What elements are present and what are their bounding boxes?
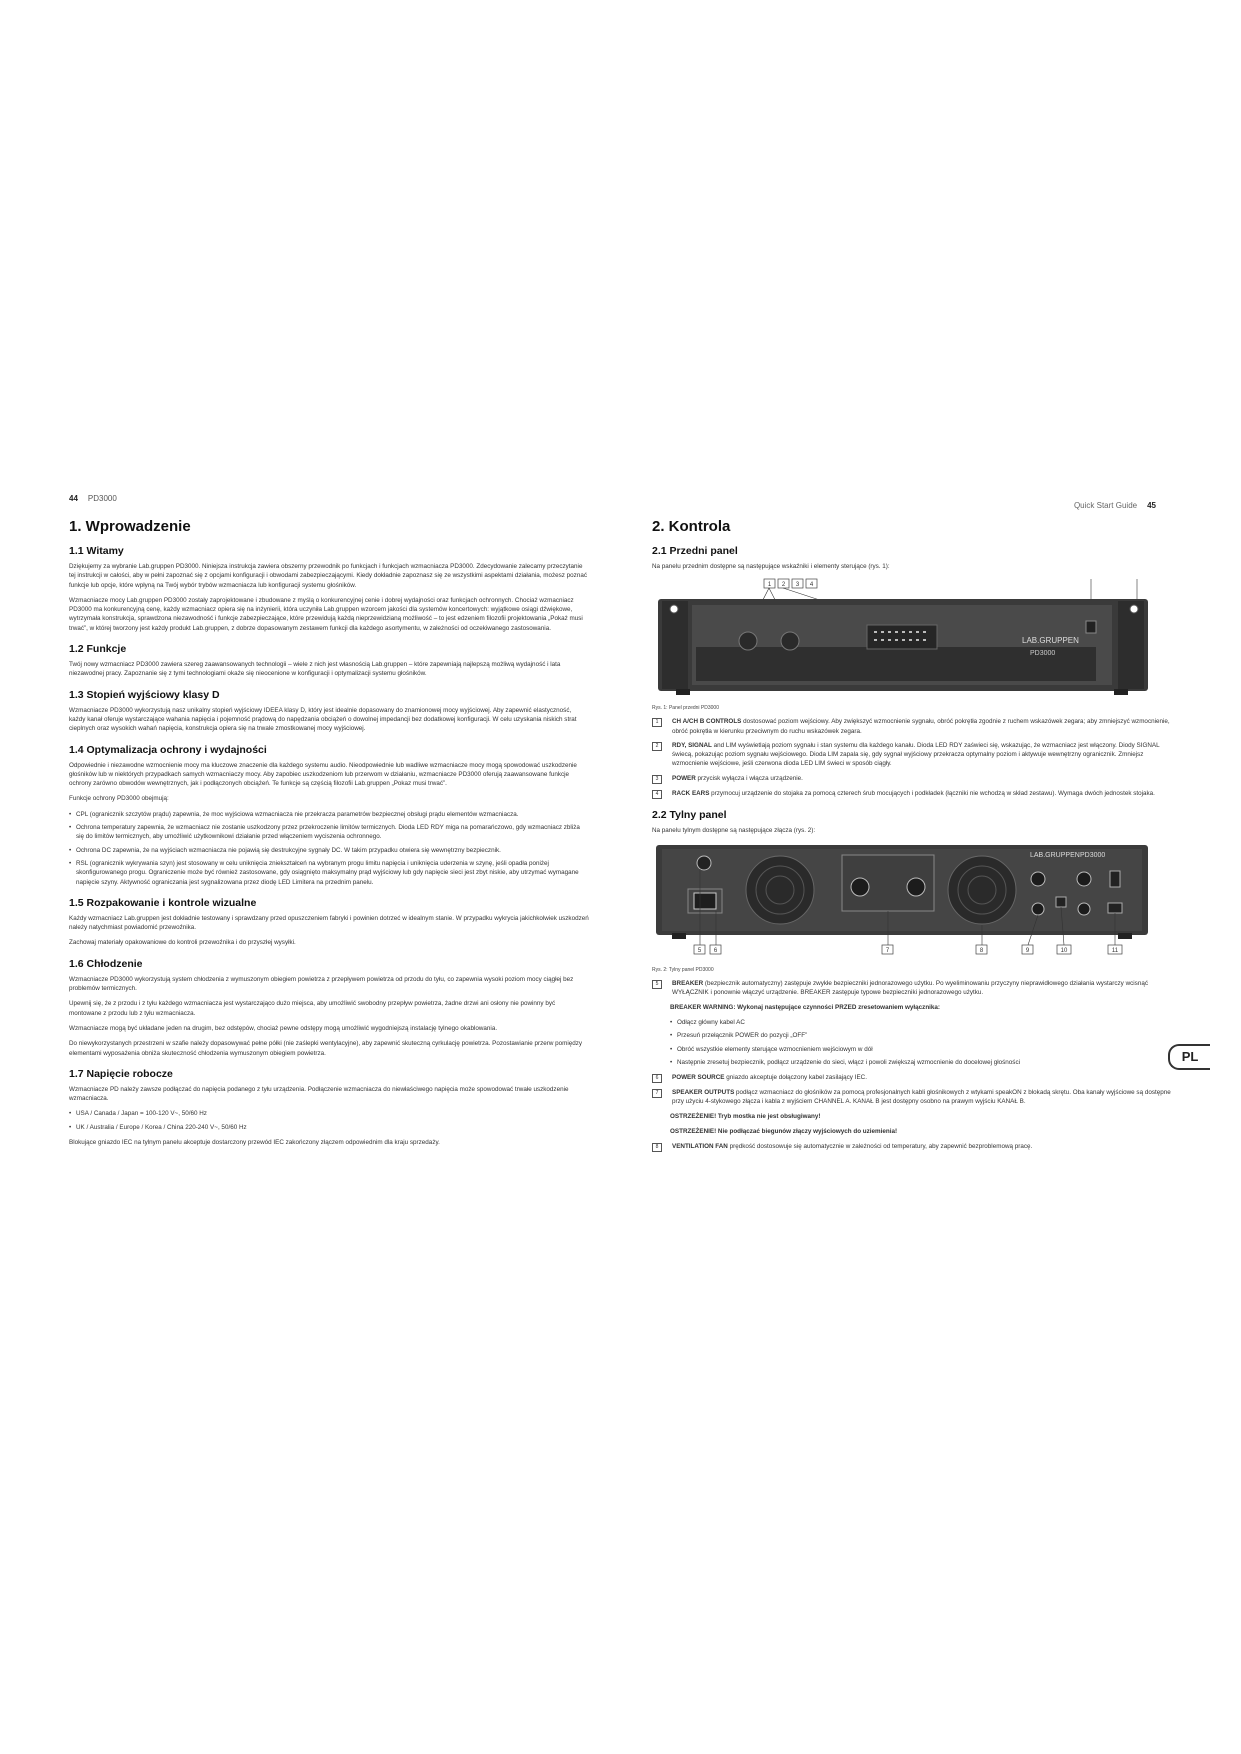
control-description <box>652 717 1172 736</box>
paragraph: Wzmacniacze mogą być układane jeden na drugim, bez odstępów, chociaż pewne odstępy mogą umożliwić wygodniejszą instalację tylnego okablowania. <box>69 1024 498 1032</box>
item-term: RDY, SIGNAL <box>672 741 712 749</box>
right-page <box>652 494 1172 1157</box>
item-term: RACK EARS <box>672 789 710 797</box>
subsection-title: 2.2 Tylny panel <box>652 808 727 821</box>
callout-label: 11 <box>1111 948 1119 955</box>
connector-description <box>652 979 1172 998</box>
section-title: 1. Wprowadzenie <box>69 518 191 535</box>
item-text: and LIM wyświetlają poziom sygnału i stan systemu dla każdego kanału. Dioda LED RDY zaświeci się, wskazując, że wzmacniacz jest włączony. Diody SIGNAL świecą, pokazując poziom sygnału wejściowego. Dioda LIM zapala się, gdy sygnał wyjściowy przekracza optymalny poziom i aktywuje wewnętrzny ogranicznik. Zmniejsz wzmocnienie wejściowe, jeśli czerwona dioda LED LIM świeci w sposób ciągły. <box>672 741 1160 768</box>
paragraph: Blokujące gniazdo IEC na tylnym panelu akceptuje dostarczony przewód IEC zakończony złączem odpowiednim dla kraju sprzedaży. <box>69 1138 440 1146</box>
callout-label: 5 <box>697 948 702 955</box>
paragraph: Upewnij się, że z przodu i z tyłu każdego wzmacniacza jest wystarczająco dużo miejsca, aby umożliwić swobodny przepływ powietrza, żadne drzwi ani osłony nie powinny być montowane z przodu lub z tyłu wzmacniacza. <box>69 1000 556 1017</box>
list-item: • Odłącz główny kabel AC <box>677 1018 1172 1027</box>
item-text: przycisk wyłącza i włącza urządzenie. <box>695 774 803 782</box>
item-text: gniazdo akceptuje dołączony kabel zasilający IEC. <box>724 1074 867 1082</box>
paragraph: Zachowaj materiały opakowaniowe do kontroli przewoźnika i do przyszłej wysyłki. <box>69 939 296 947</box>
paragraph: Wzmacniacze PD3000 wykorzystują system chłodzenia z wymuszonym obiegiem powietrza z przepływem powietrza od przodu do tyłu, co zapewnia wysoki poziom mocy ciągłej bez problemów termicznych. <box>69 975 574 993</box>
warning-text: OSTRZEŻENIE! Nie podłączać biegunów złączy wyjściowych do uziemienia! <box>670 1128 898 1136</box>
item-term: POWER <box>672 774 696 782</box>
callout-label: 7 <box>885 948 890 955</box>
model-label: PD3000 <box>87 494 117 503</box>
front-panel-figure <box>652 577 1172 711</box>
input-connector-a[interactable] <box>1031 872 1045 886</box>
list-item: • UK / Australia / Europe / Korea / China 220-240 V~, 50/60 Hz <box>76 1123 589 1132</box>
led-indicator-panel <box>867 625 937 649</box>
list-item: • Następnie zresetuj bezpiecznik, podłącz urządzenie do sieci, włącz i powoli zwiększaj wzmocnienie do docelowej głośności <box>677 1058 1172 1067</box>
list-item: • Obróć wszystkie elementy sterujące wzmocnieniem wejściowym w dół <box>677 1045 1172 1054</box>
power-button[interactable] <box>1086 621 1096 633</box>
item-term: SPEAKER OUTPUTS <box>672 1089 735 1097</box>
callout-label: 8 <box>979 948 984 955</box>
item-number: 4 <box>652 790 662 799</box>
item-text: podłącz wzmacniacz do głośników za pomocą profesjonalnych kabli głośnikowych z wtykami speakON z blokadą skrętu. Oba kanały wyjściowe są dostępne przy użyciu 4-stykowego złącza i kabla z wyjściem CHANNEL A. KANAŁ B jest dostępny osobno na prawym wyjściu KANAŁ B. <box>672 1089 1171 1106</box>
speaker-output-b[interactable] <box>907 878 925 896</box>
breaker-warning: BREAKER WARNING: Wykonaj następujące czynności PRZED zresetowaniem wyłącznika: <box>670 1003 941 1011</box>
figure-caption: Rys. 2: Tylny panel PD3000 <box>652 967 714 974</box>
paragraph: Twój nowy wzmacniacz PD3000 zawiera szereg zaawansowanych technologii – wiele z nich jest własnością Lab.gruppen – które zapewniają najlepszą możliwą wydajność i lata niezawodnej pracy. Zapoznanie się z tymi technologiami okaże się nieocenione w konfiguracji i optymalizacji systemu głośników. <box>69 661 561 678</box>
ch-a-knob[interactable] <box>739 632 757 650</box>
link-connector-a[interactable] <box>1032 903 1044 915</box>
item-term: VENTILATION FAN <box>672 1143 728 1151</box>
subsection-title: 1.4 Optymalizacja ochrony i wydajności <box>69 743 267 756</box>
paragraph: Na panelu przednim dostępne są następujące wskaźniki i elementy sterujące (rys. 1): <box>652 563 890 570</box>
connector-description <box>652 1142 1172 1152</box>
item-number: 6 <box>652 1074 662 1083</box>
page-number: 44 <box>69 494 78 503</box>
brand-label: LAB.GRUPPEN <box>1030 852 1080 860</box>
language-tab: PL <box>1168 1044 1210 1070</box>
speaker-output-a[interactable] <box>851 878 869 896</box>
control-description <box>652 789 1172 799</box>
breaker-steps <box>670 1018 1172 1067</box>
callout-label: 10 <box>1060 948 1068 955</box>
list-item: • Ochrona DC zapewnia, że na wyjściach wzmacniacza nie pojawią się destrukcyjne sygnały DC. W takim przypadku otwiera się wewnętrzny bezpiecznik. <box>76 846 589 855</box>
paragraph: Na panelu tylnym dostępne są następujące złącza (rys. 2): <box>652 826 816 834</box>
paragraph: Dziękujemy za wybranie Lab.gruppen PD3000. Niniejsza instrukcja zawiera obszerny przewodnik po funkcjach i funkcjach wzmacniacza PD3000. Zdecydowanie zalecamy przeczytanie tej instrukcji w całości, aby w pełni zapoznać się z opcjami konfiguracji i obwodami zabezpieczającymi. Kiedy dokładnie zapoznasz się ze wszystkimi aspektami działania, możesz poznać funkcje lub opcje, które wpłyną na Twój wybór trybów wzmacniacza lub konfiguracji systemu głośników. <box>69 563 587 589</box>
subsection-title: 1.5 Rozpakowanie i kontrole wizualne <box>69 896 257 909</box>
warning-text: OSTRZEŻENIE! Tryb mostka nie jest obsługiwany! <box>670 1112 821 1120</box>
control-description <box>652 774 1172 784</box>
paragraph: Do niewykorzystanych przestrzeni w szafie należy dopasowywać pełne półki (nie zaślepki wentylacyjne), aby zapewnić skuteczną cyrkulację powietrza. Pozostawianie przerw pomiędzy elementami wyposażenia obniża skuteczność chłodzenia wymuszonym obiegiem powietrza. <box>69 1040 583 1057</box>
item-number: 3 <box>652 775 662 784</box>
paragraph: Wzmacniacze mocy Lab.gruppen PD3000 zostały zaprojektowane i zbudowane z myślą o konkurencyjnej cenie i dobrej wydajności oraz funkcjach ochronnych. Chociaż wzmacniacz PD3000 ma konkurencyjną cenę, każdy wzmacniacz opiera się na inżynierii, która uczyniła Lab.gruppen wzorcem jakości dla systemów koncertowych: wyjątkowe osiągi dźwiękowe, wytrzymała konstrukcja, sprawdzona niezawodność i funkcje zabezpieczające, które przewidują każdą nieprzewidzianą możliwość – to jest edzeniem filozofii projektowania „Pokaż musi trwać”, w której tworzony jest każdy produkt Lab.gruppen, z dobrze dopasowanym zestawem funkcji dla każdego asortymentu, w zależności od oczekiwanego zastosowania. <box>69 596 583 632</box>
item-text: przymocuj urządzenie do stojaka za pomocą czterech śrub mocujących i podkładek (łączniki nie wchodzą w skład zestawu). Wymaga dwóch jednostek stojaka. <box>709 789 1155 797</box>
paragraph: Wzmacniacze PD3000 wykorzystują nasz unikalny stopień wyjściowy IDEEA klasy D, który jest idealnie dopasowany do znamionowej mocy wyjściowej. Aby zapewnić elastyczność, każdy kanał oferuje wystarczające wahania napięcia i pojemność prądową do napędzania obciążeń o dowolnej impedancji bez dodatkowej konfiguracji. W celu uzyskania niskich strat cieplnych oraz wysokich wahań napięcia, konstrukcja opiera się na trwale zmostkowanej mocy wyjściowej. <box>69 706 577 733</box>
brand-label: LAB.GRUPPEN <box>1022 636 1079 646</box>
callout-label: 6 <box>713 948 718 955</box>
guide-label: Quick Start Guide <box>1073 501 1138 510</box>
ground-lift-switch[interactable] <box>1108 903 1122 913</box>
figure-caption: Rys. 1: Panel przedni PD3000 <box>652 705 719 712</box>
breaker-warning-block <box>652 1003 1172 1067</box>
callout-label: 2 <box>781 582 786 589</box>
rear-panel-illustration <box>652 841 1152 959</box>
callout-label: 1 <box>767 582 772 589</box>
section-title: 2. Kontrola <box>652 518 731 535</box>
front-panel-illustration <box>652 577 1152 697</box>
ch-b-knob[interactable] <box>781 632 799 650</box>
breaker-switch[interactable] <box>697 856 711 870</box>
left-page <box>69 494 589 1153</box>
callout-label: 3 <box>795 582 800 589</box>
item-number: 1 <box>652 718 662 727</box>
rack-ear-hole <box>1130 605 1138 613</box>
list-item: • USA / Canada / Japan = 100-120 V~, 50/60 Hz <box>76 1109 589 1118</box>
list-item: • RSL (ogranicznik wykrywania szyn) jest stosowany w celu uniknięcia zniekształceń na wybranym progu limitu napięcia i uniknięcia uderzenia w szynę, jeśli opadła poniżej skonfigurowanego progu. Ograniczenie może być również zastosowane, gdy osiągnięto maksymalny prąd wyjściowy lub gdy napięcie sieci jest zbyt niskie, aby utrzymać wymagane napięcie szyny. Aktywność ograniczania jest sygnalizowana przez diodę LED Limitera na przednim panelu. <box>76 859 589 887</box>
paragraph: Wzmacniacze PD należy zawsze podłączać do napięcia podanego z tyłu urządzenia. Podłączenie wzmacniacza do niewłaściwego napięcia może spowodować trwałe uszkodzenie wzmacniacza. <box>69 1085 569 1103</box>
item-number: 5 <box>652 980 662 989</box>
mode-switch[interactable] <box>1056 897 1066 907</box>
model-label: PD3000 <box>1030 650 1056 658</box>
item-text: prędkość dostosowuje się automatycznie w zależności od temperatury, aby zapewnić bezproblemową pracę. <box>727 1143 1033 1151</box>
item-number: 8 <box>652 1143 662 1152</box>
subsection-title: 1.1 Witamy <box>69 545 124 557</box>
warnings-block <box>652 1112 1172 1137</box>
list-item: • CPL (ogranicznik szczytów prądu) zapewnia, że moc wyjściowa wzmacniacza nie przekracza parametrów bezpiecznej obsługi prądu elementów wzmacniacza. <box>76 810 589 819</box>
item-term: CH A/CH B CONTROLS <box>672 718 742 726</box>
left-folio <box>69 494 589 504</box>
sensitivity-switch[interactable] <box>1110 871 1120 887</box>
voltage-list <box>69 1109 589 1132</box>
item-number: 7 <box>652 1089 662 1098</box>
subsection-title: 1.2 Funkcje <box>69 643 127 656</box>
subsection-title: 1.7 Napięcie robocze <box>69 1067 173 1080</box>
list-item: • Ochrona temperatury zapewnia, że wzmacniacz nie zostanie uszkodzony przez przekroczenie limitów termicznych. Dioda LED RDY miga na pomarańczowo, gdy wzmacniacz zbliża się do limitów termicznych, aby umożliwić użytkownikowi działanie przed włączeniem wyciszenia ochronnego. <box>76 823 589 842</box>
control-description <box>652 741 1172 769</box>
paragraph: Odpowiednie i niezawodne wzmocnienie mocy ma kluczowe znaczenie dla każdego systemu audio. Nieodpowiednie lub wadliwe wzmacniacze mocy mogą spowodować uszkodzenie głośników lub w niektórych przypadkach samych wzmacniaczy mocy. Aby zapobiec uszkodzeniom lub przerwom w działaniu, wzmacniacze PD3000 oferują zaawansowane funkcje ochrony zarówno obwodów wewnętrznych, jak i podłączonych obciążeń. Te funkcje są częścią filozofii Lab.gruppen „Pokaz musi trwać”. <box>69 761 577 788</box>
item-term: BREAKER <box>672 980 704 988</box>
subsection-title: 1.3 Stopień wyjściowy klasy D <box>69 688 220 701</box>
list-item: • Przesuń przełącznik POWER do pozycji „OFF” <box>677 1031 1172 1040</box>
paragraph: Każdy wzmacniacz Lab.gruppen jest dokładnie testowany i sprawdzany przed opuszczeniem fabryki i powinien dotrzeć w idealnym stanie. W przypadku wykrycia jakichkolwiek uszkodzeń należy natychmiast powiadomić przewoźnika. <box>69 914 589 932</box>
connector-description <box>652 1088 1172 1107</box>
subsection-title: 1.6 Chłodzenie <box>69 957 143 970</box>
item-term: POWER SOURCE <box>672 1074 725 1082</box>
connector-description <box>652 1073 1172 1083</box>
item-number: 2 <box>652 742 662 751</box>
callout-label: 4 <box>809 582 814 589</box>
model-label: PD3000 <box>1080 852 1106 860</box>
link-connector-b[interactable] <box>1078 903 1090 915</box>
paragraph: Funkcje ochrony PD3000 obejmują: <box>69 795 169 803</box>
callout-group <box>694 945 1122 954</box>
item-text: dostosować poziom wejściowy. Aby zwiększyć wzmocnienie sygnału, obróć pokrętła zgodnie z ruchem wskazówek zegara; aby zmniejszyć wzmocnienie, obróć pokrętła w kierunku przeciwnym do ruchu wskazówek zegara. <box>672 718 1170 735</box>
subsection-title: 2.1 Przedni panel <box>652 545 738 557</box>
protection-list <box>69 810 589 887</box>
iec-power-socket[interactable] <box>694 893 716 909</box>
page-number: 45 <box>1147 501 1156 510</box>
rear-panel-figure <box>652 841 1172 973</box>
callout-label: 9 <box>1025 948 1030 955</box>
item-text: (bezpiecznik automatyczny) zastępuje zwykłe bezpieczniki jednorazowego użytku. Po wyeliminowaniu przyczyny nieprawidłowego działania wystarczy wcisnąć WYŁĄCZNIK i ponownie włączyć urządzenie. BREAKER zastępuje typowe bezpieczniki jednorazowego użytku. <box>672 980 1148 997</box>
input-connector-b[interactable] <box>1077 872 1091 886</box>
